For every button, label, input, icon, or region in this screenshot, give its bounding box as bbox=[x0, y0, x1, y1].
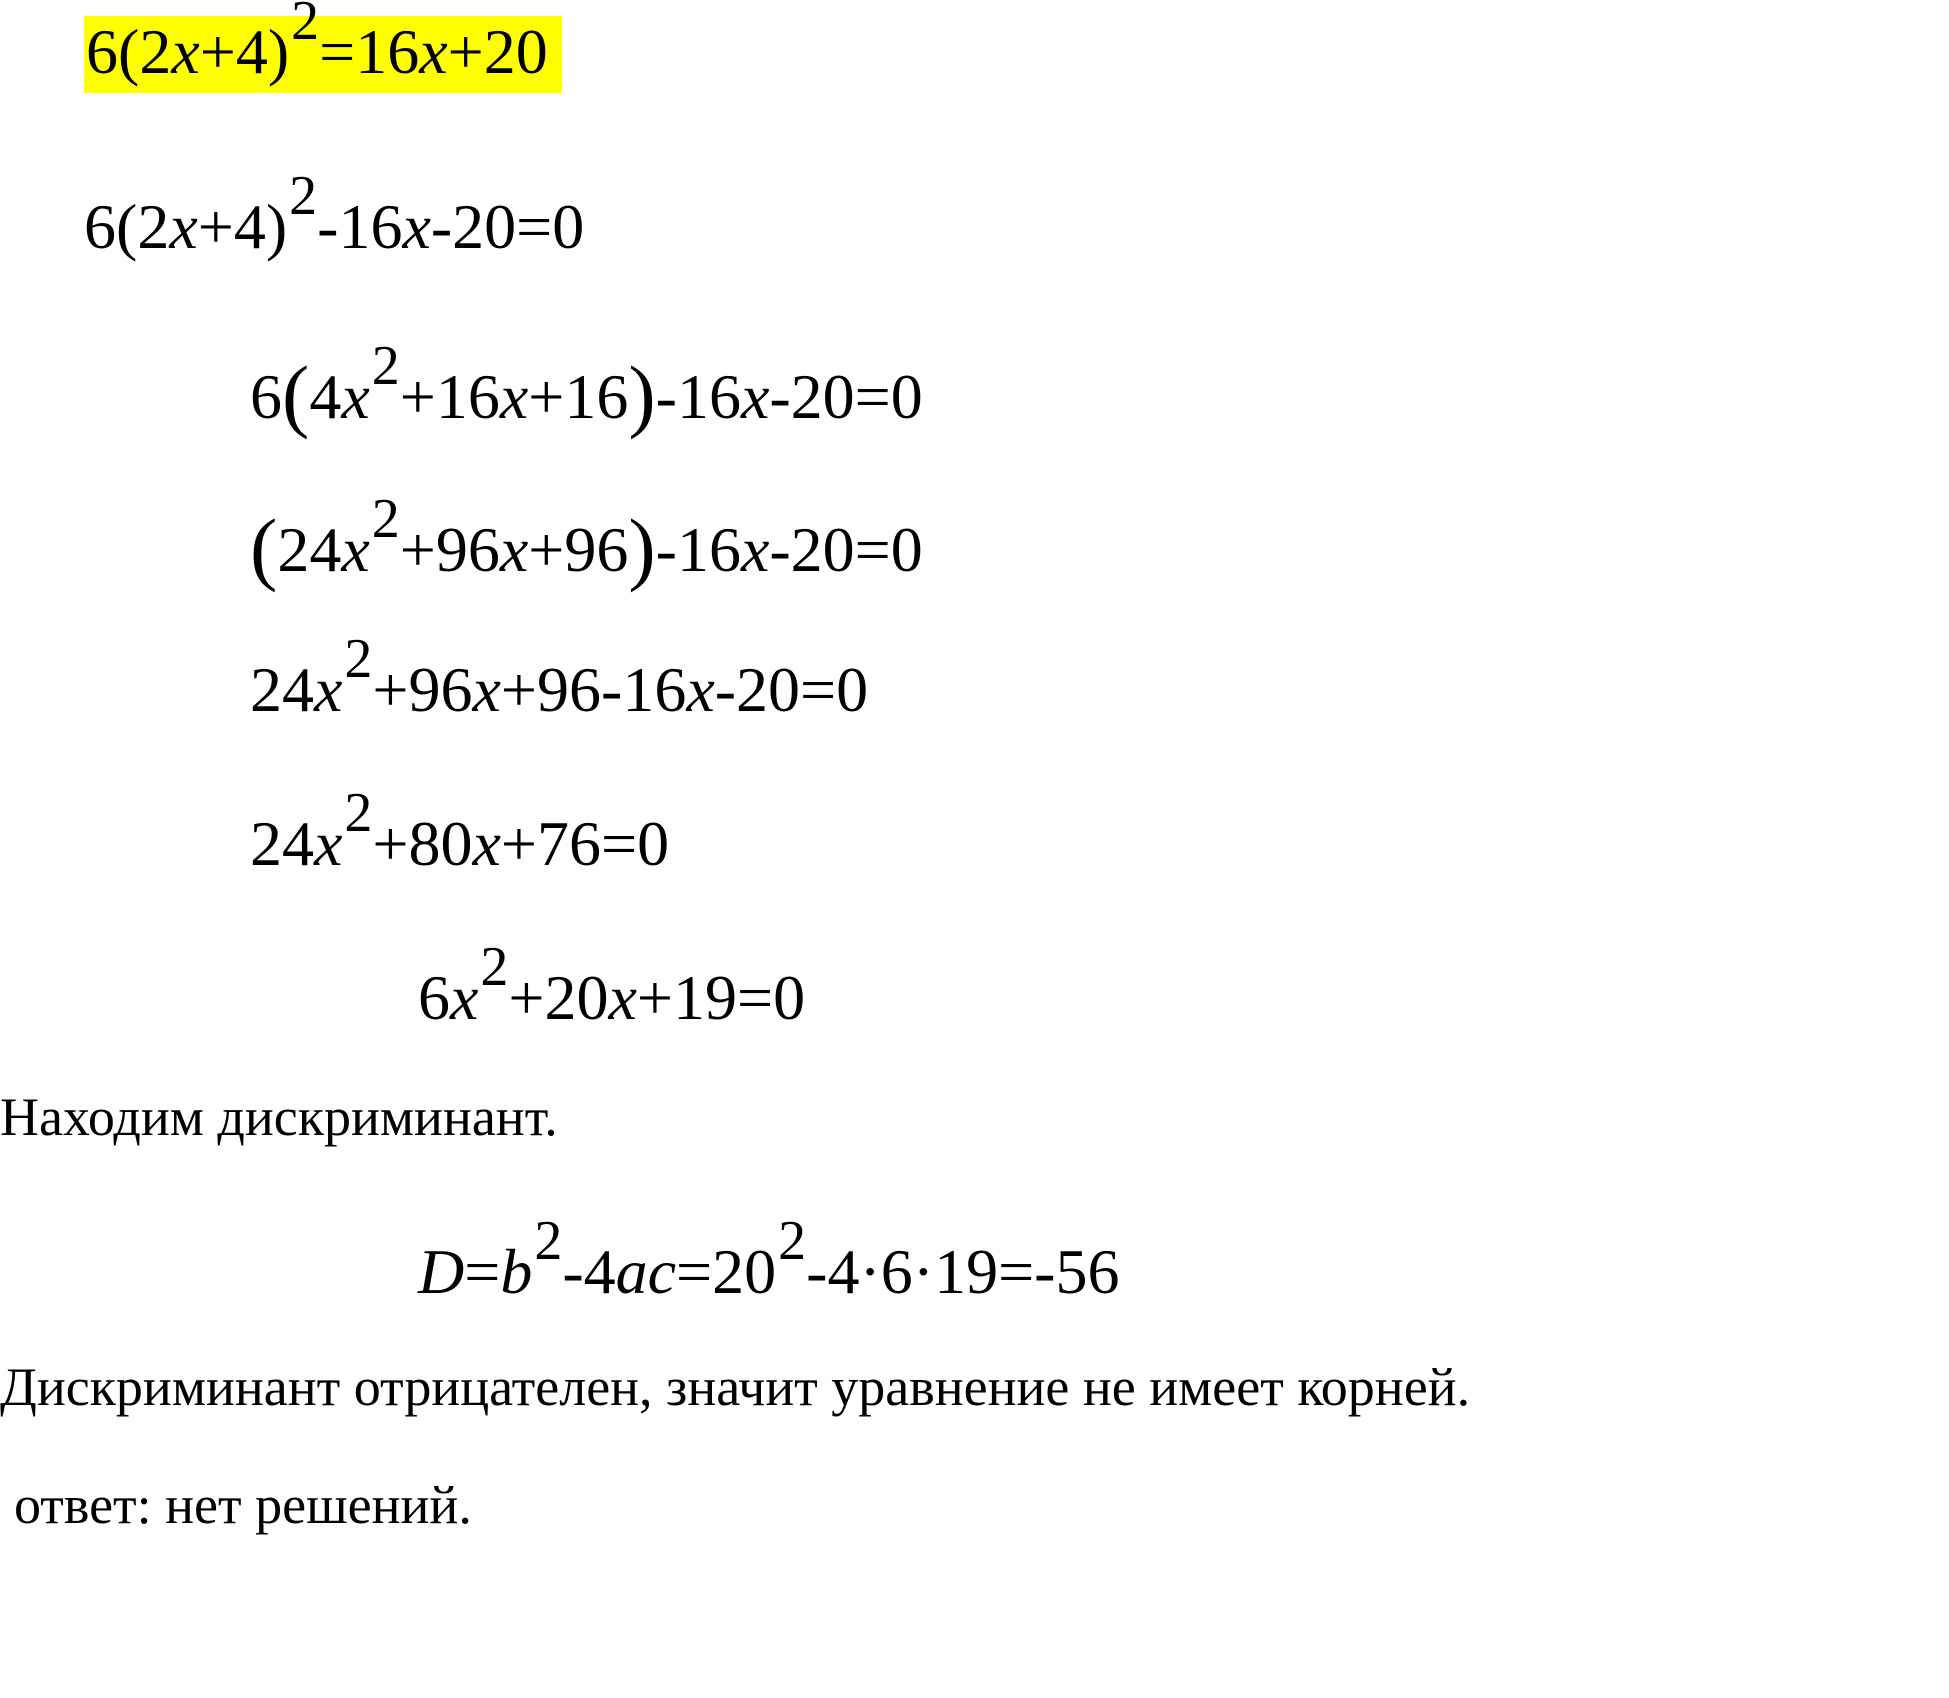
eq3-d: +16 bbox=[528, 361, 629, 432]
eq7-b: +20 bbox=[508, 962, 609, 1033]
eq4-exponent: 2 bbox=[371, 488, 400, 551]
eq1-var2: x bbox=[419, 16, 448, 87]
eq1-exponent: 2 bbox=[291, 0, 320, 53]
eq6-var1: x bbox=[314, 808, 343, 879]
disc-D: D bbox=[418, 1236, 465, 1307]
eq2-rest-b: -20=0 bbox=[430, 191, 585, 262]
eq3-left-paren: ( bbox=[282, 349, 310, 440]
eq6-exponent: 2 bbox=[344, 782, 373, 845]
eq2-var: x bbox=[169, 191, 198, 262]
eq3-e: -16 bbox=[655, 361, 741, 432]
equation-7 bbox=[418, 936, 806, 1033]
eq3-exponent: 2 bbox=[371, 335, 400, 398]
find-discriminant-text: Находим дискриминант. bbox=[0, 1087, 558, 1147]
eq1-rhs-a: =16 bbox=[319, 16, 420, 87]
eq4-e: -20=0 bbox=[769, 514, 923, 585]
eq5-var1: x bbox=[314, 654, 343, 725]
eq4-right-paren: ) bbox=[628, 502, 656, 593]
disc-rest: -4·6·19=-56 bbox=[806, 1236, 1120, 1307]
eq7-c: +19=0 bbox=[636, 962, 806, 1033]
equation-6 bbox=[250, 782, 670, 879]
eq7-exponent: 2 bbox=[480, 936, 509, 999]
eq5-exponent: 2 bbox=[344, 628, 373, 691]
eq3-var2: x bbox=[499, 361, 529, 432]
eq4-b: +96 bbox=[399, 514, 500, 585]
eq4-d: -16 bbox=[655, 514, 741, 585]
eq1-rhs-b: +20 bbox=[447, 16, 548, 87]
conclusion-text: Дискриминант отрицателен, значит уравнение не имеет корней. bbox=[0, 1357, 1471, 1417]
eq3-right-paren: ) bbox=[628, 349, 656, 440]
eq3-coef: 6 bbox=[250, 361, 282, 432]
highlight-box bbox=[84, 0, 562, 93]
eq4-var3: x bbox=[740, 514, 770, 585]
disc-exp1: 2 bbox=[534, 1210, 563, 1273]
eq4-left-paren: ( bbox=[250, 502, 278, 593]
disc-eq2: =20 bbox=[676, 1236, 777, 1307]
eq2-var2: x bbox=[402, 191, 431, 262]
disc-ac: ac bbox=[615, 1236, 677, 1307]
eq4-var2: x bbox=[499, 514, 529, 585]
eq7-a: 6 bbox=[418, 962, 450, 1033]
eq2-rest-a: -16 bbox=[317, 191, 403, 262]
eq3-var3: x bbox=[740, 361, 770, 432]
eq6-a: 24 bbox=[250, 808, 314, 879]
eq1-mid: +4) bbox=[199, 16, 290, 87]
equation-4 bbox=[250, 488, 923, 593]
eq2-prefix: 6(2 bbox=[84, 191, 170, 262]
eq5-var2: x bbox=[472, 654, 501, 725]
eq1-prefix: 6(2 bbox=[86, 16, 172, 87]
eq5-a: 24 bbox=[250, 654, 314, 725]
eq7-var1: x bbox=[450, 962, 479, 1033]
eq1-var: x bbox=[171, 16, 200, 87]
eq3-f: -20=0 bbox=[769, 361, 923, 432]
eq5-d: -20=0 bbox=[714, 654, 869, 725]
eq5-b: +96 bbox=[372, 654, 473, 725]
eq5-c: +96-16 bbox=[500, 654, 687, 725]
disc-exp2: 2 bbox=[778, 1210, 807, 1273]
disc-b: b bbox=[500, 1236, 533, 1307]
eq6-c: +76=0 bbox=[500, 808, 670, 879]
eq2-exponent: 2 bbox=[289, 165, 318, 228]
eq3-c: +16 bbox=[399, 361, 500, 432]
disc-eq1: = bbox=[464, 1236, 501, 1307]
equation-2 bbox=[84, 165, 585, 262]
eq2-mid: +4) bbox=[197, 191, 288, 262]
eq4-a: 24 bbox=[277, 514, 342, 585]
equation-3 bbox=[250, 335, 923, 440]
eq6-b: +80 bbox=[372, 808, 473, 879]
eq3-var1: x bbox=[341, 361, 370, 432]
discriminant-equation bbox=[418, 1210, 1120, 1307]
eq6-var2: x bbox=[472, 808, 501, 879]
eq4-c: +96 bbox=[528, 514, 629, 585]
eq7-var2: x bbox=[608, 962, 637, 1033]
eq3-b: 4 bbox=[309, 361, 342, 432]
equation-5 bbox=[250, 628, 869, 725]
eq4-var1: x bbox=[341, 514, 370, 585]
disc-minus4: -4 bbox=[562, 1236, 616, 1307]
equation-1 bbox=[84, 0, 562, 87]
answer-text: ответ: нет решений. bbox=[14, 1475, 472, 1535]
eq5-var3: x bbox=[686, 654, 715, 725]
